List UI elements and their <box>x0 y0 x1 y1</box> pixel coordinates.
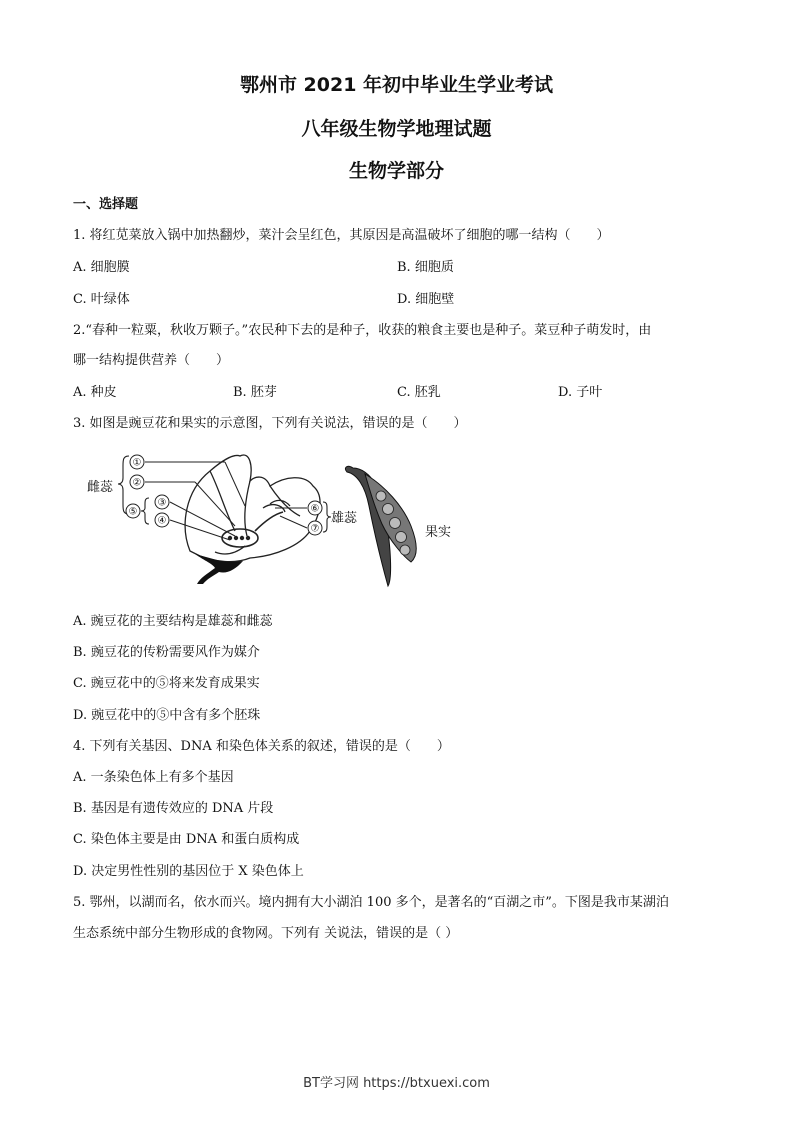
q2-option-b: B. 胚芽 <box>233 385 277 400</box>
q1-option-b: B. 细胞质 <box>397 260 454 275</box>
label-5: ⑤ <box>128 506 138 518</box>
q1-option-c: C. 叶绿体 <box>73 292 130 307</box>
label-2: ② <box>132 477 142 489</box>
q3-option-b: B. 豌豆花的传粉需要风作为媒介 <box>73 645 260 660</box>
question-2-stem-line2: 哪一结构提供营养（ ） <box>73 353 230 368</box>
q1-option-a: A. 细胞膜 <box>73 260 130 275</box>
section-part-title: 生物学部分 <box>348 160 444 182</box>
pea-flower-fruit-figure <box>85 446 465 591</box>
q2-option-c: C. 胚乳 <box>397 385 441 400</box>
footer-watermark: BT学习网 https://btxuexi.com <box>303 1076 490 1091</box>
label-braces <box>118 456 331 532</box>
q2-option-d: D. 子叶 <box>558 385 603 400</box>
q3-option-c: C. 豌豆花中的⑤将来发育成果实 <box>73 676 260 691</box>
question-1-stem: 1. 将红苋菜放入锅中加热翻炒，菜汁会呈红色，其原因是高温破坏了细胞的哪一结构（ ） <box>73 228 610 243</box>
exam-title: 鄂州市 2021 年初中毕业生学业考试 <box>239 74 554 96</box>
q2-option-a: A. 种皮 <box>73 385 117 400</box>
label-1: ① <box>132 457 142 469</box>
exam-subtitle: 八年级生物学地理试题 <box>301 118 492 140</box>
label-3: ③ <box>157 497 167 509</box>
pistil-label: 雌蕊 <box>87 480 114 495</box>
q3-option-a: A. 豌豆花的主要结构是雄蕊和雌蕊 <box>73 614 273 629</box>
label-4: ④ <box>157 515 167 527</box>
question-5-stem-line2: 生态系统中部分生物形成的食物网。下列有 关说法，错误的是（ ） <box>73 926 459 941</box>
q4-option-b: B. 基因是有遗传效应的 DNA 片段 <box>73 801 274 816</box>
pea-pod-drawing <box>345 466 416 586</box>
q4-option-a: A. 一条染色体上有多个基因 <box>73 770 234 785</box>
question-4-stem: 4. 下列有关基因、DNA 和染色体关系的叙述，错误的是（ ） <box>73 739 450 754</box>
q4-option-c: C. 染色体主要是由 DNA 和蛋白质构成 <box>73 832 300 847</box>
number-circles <box>126 455 322 535</box>
question-5-stem-line1: 5. 鄂州，以湖而名，依水而兴。境内拥有大小湖泊 100 多个，是著名的“百湖之市”。下图是我市某湖泊 <box>73 895 669 910</box>
ovules <box>228 536 250 540</box>
label-7: ⑦ <box>310 523 320 535</box>
fruit-label: 果实 <box>425 525 452 540</box>
section-heading: 一、选择题 <box>73 197 139 212</box>
q1-option-d: D. 细胞壁 <box>397 292 455 307</box>
question-3-stem: 3. 如图是豌豆花和果实的示意图，下列有关说法，错误的是（ ） <box>73 416 467 431</box>
stamen-label: 雄蕊 <box>331 511 358 526</box>
q3-option-d: D. 豌豆花中的⑤中含有多个胚珠 <box>73 708 261 723</box>
question-2-stem-line1: 2.“春种一粒粟，秋收万颗子。”农民种下去的是种子，收获的粮食主要也是种子。菜豆种子萌发时，由 <box>73 323 652 338</box>
flower-stem <box>195 554 243 584</box>
label-6: ⑥ <box>310 503 320 515</box>
q4-option-d: D. 决定男性性别的基因位于 X 染色体上 <box>73 864 304 879</box>
